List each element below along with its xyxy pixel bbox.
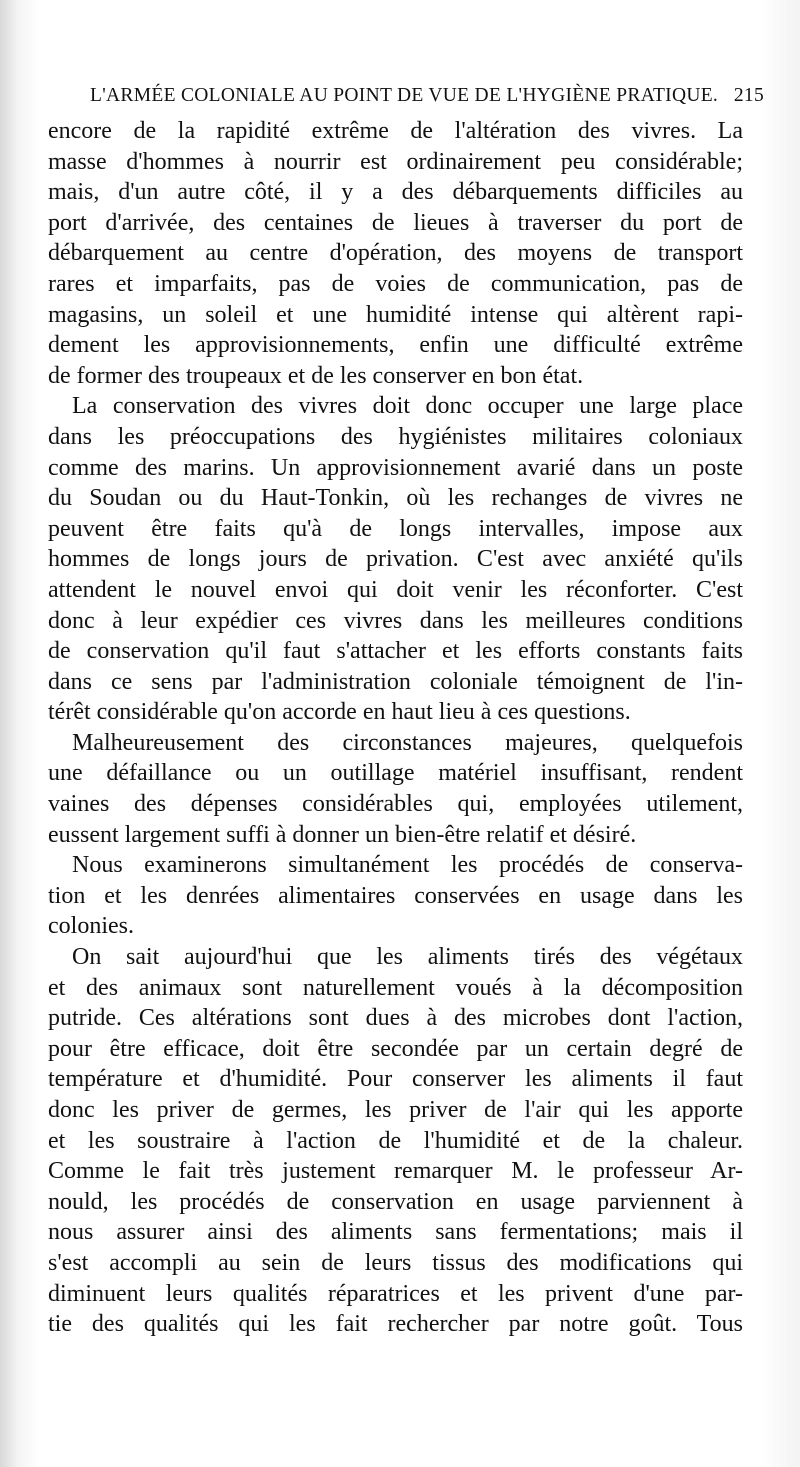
text-line: nould, les procédés de conservation en usage parviennent à: [48, 1188, 743, 1215]
text-line: Comme le fait très justement remarquer M. le professeur Ar-: [48, 1158, 743, 1185]
text-line: et les soustraire à l'action de l'humidité et de la chaleur.: [48, 1127, 743, 1154]
text-line: donc les priver de germes, les priver de l'air qui les apporte: [48, 1097, 743, 1123]
body-text: [48, 116, 743, 1340]
text-line: dans les préoccupations des hygiénistes militaires coloniaux: [48, 423, 743, 450]
text-line: température et d'humidité. Pour conserver les aliments il faut: [48, 1066, 743, 1093]
text-line: pour être efficace, doit être secondée par un certain degré de: [48, 1035, 743, 1062]
text-line: masse d'hommes à nourrir est ordinairement peu considérable;: [48, 148, 743, 175]
text-line: hommes de longs jours de privation. C'est avec anxiété qu'ils: [48, 546, 743, 573]
text-line: comme des marins. Un approvisionnement avarié dans un poste: [48, 454, 743, 481]
text-line: mais, d'un autre côté, il y a des débarquements difficiles au: [48, 179, 743, 206]
text-line: débarquement au centre d'opération, des moyens de transport: [48, 240, 743, 267]
running-header: [90, 85, 770, 115]
text-line: de former des troupeaux et de les conserver en bon état.: [48, 362, 584, 389]
text-line: tion et les denrées alimentaires conservées en usage dans les: [48, 882, 743, 909]
text-line: encore de la rapidité extrême de l'altération des vivres. La: [48, 118, 743, 144]
text-line: attendent le nouvel envoi qui doit venir les réconforter. C'est: [48, 576, 743, 603]
paragraph-start-line: Nous examinerons simultanément les procédés de conserva-: [72, 852, 743, 879]
paragraph-start-line: On sait aujourd'hui que les aliments tirés des végétaux: [72, 944, 743, 971]
text-line: nous assurer ainsi des aliments sans fermentations; mais il: [48, 1219, 743, 1246]
text-line: magasins, un soleil et une humidité intense qui altèrent rapi-: [48, 301, 743, 328]
text-line: diminuent leurs qualités réparatrices et les privent d'une par-: [48, 1280, 743, 1307]
text-line: port d'arrivée, des centaines de lieues à traverser du port de: [48, 209, 743, 236]
text-line: et des animaux sont naturellement voués à la décomposition: [48, 974, 743, 1001]
running-title: L'ARMÉE COLONIALE AU POINT DE VUE DE L'HYGIÈNE PRATIQUE.: [90, 85, 719, 106]
text-line: térêt considérable qu'on accorde en haut lieu à ces questions.: [48, 699, 631, 726]
page-number: 215: [733, 85, 764, 106]
text-line: eussent largement suffi à donner un bien-être relatif et désiré.: [48, 821, 637, 848]
text-line: une défaillance ou un outillage matériel insuffisant, rendent: [48, 760, 743, 787]
paragraph-start-line: La conservation des vivres doit donc occuper une large place: [72, 393, 743, 420]
text-line: du Soudan ou du Haut-Tonkin, où les rechanges de vivres ne: [48, 485, 743, 512]
text-line: s'est accompli au sein de leurs tissus des modifications qui: [48, 1249, 743, 1276]
text-line: dans ce sens par l'administration coloniale témoignent de l'in-: [48, 668, 743, 695]
text-line: peuvent être faits qu'à de longs intervalles, impose aux: [48, 515, 743, 542]
paragraph-start-line: Malheureusement des circonstances majeures, quelquefois: [72, 729, 743, 756]
text-line: donc à leur expédier ces vivres dans les meilleures conditions: [48, 607, 743, 634]
text-line: de conservation qu'il faut s'attacher et les efforts constants faits: [48, 638, 743, 665]
text-line: dement les approvisionnements, enfin une difficulté extrême: [48, 332, 743, 359]
text-line: colonies.: [48, 913, 134, 940]
text-line: vaines des dépenses considérables qui, employées utilement,: [48, 791, 743, 818]
text-line: tie des qualités qui les fait rechercher par notre goût. Tous: [48, 1311, 743, 1338]
text-line: putride. Ces altérations sont dues à des microbes dont l'action,: [48, 1005, 743, 1032]
text-line: rares et imparfaits, pas de voies de communication, pas de: [48, 270, 743, 297]
